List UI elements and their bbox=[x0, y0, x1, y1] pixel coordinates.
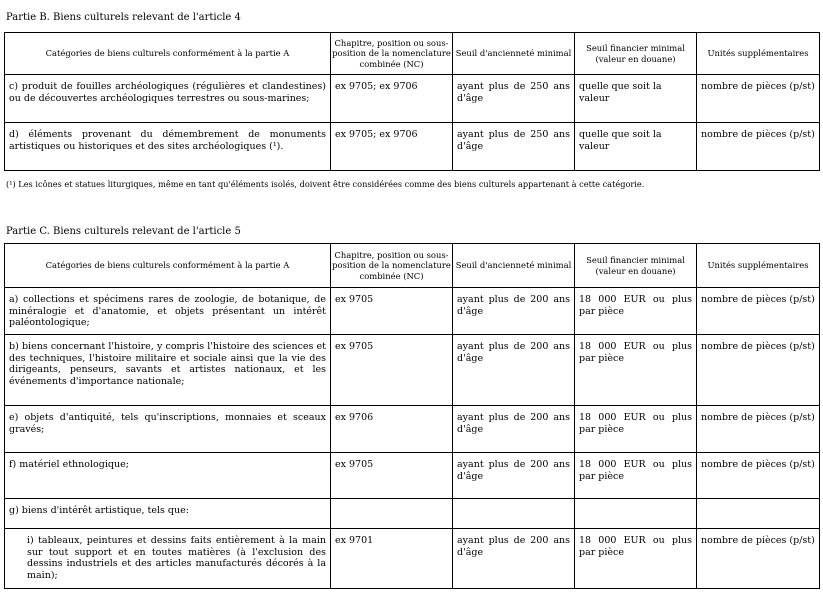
cell-financier: 18 000 EUR ou plus par pièce bbox=[575, 335, 697, 406]
cell-unites bbox=[697, 499, 820, 529]
cell-anciennete: ayant plus de 200 ans d'âge bbox=[453, 288, 575, 335]
cell-anciennete: ayant plus de 200 ans d'âge bbox=[453, 453, 575, 499]
header-chapitre: Chapitre, position ou sous-position de la nomenclature combinée (NC) bbox=[331, 33, 453, 75]
partc-title: Partie C. Biens culturels relevant de l'article 5 bbox=[6, 226, 241, 237]
table-row bbox=[5, 288, 820, 335]
cell-financier: 18 000 EUR ou plus par pièce bbox=[575, 288, 697, 335]
header-unites: Unités supplémentaires bbox=[697, 33, 820, 75]
header-seuil-financier: Seuil financier minimal (valeur en douane) bbox=[575, 33, 697, 75]
cell-categorie: e) objets d'antiquité, tels qu'inscriptions, monnaies et sceaux gravés; bbox=[5, 406, 331, 453]
cell-categorie: d) éléments provenant du démembrement de monuments artistiques ou historiques et des sites archéologiques (¹). bbox=[5, 123, 331, 171]
cell-nc: ex 9705; ex 9706 bbox=[331, 123, 453, 171]
cell-nc: ex 9705 bbox=[331, 335, 453, 406]
header-seuil-anciennete: Seuil d'ancienneté minimal bbox=[453, 33, 575, 75]
table-row bbox=[5, 499, 820, 529]
cell-unites: nombre de pièces (p/st) bbox=[697, 288, 820, 335]
cell-categorie: g) biens d'intérêt artistique, tels que: bbox=[5, 499, 331, 529]
cell-financier: quelle que soit la valeur bbox=[575, 75, 697, 123]
cell-financier bbox=[575, 499, 697, 529]
cell-categorie: b) biens concernant l'histoire, y compris l'histoire des sciences et des techniques, l'histoire militaire et sociale ainsi que la vie des dirigeants, penseurs, savants et artistes nationaux, et les événements d'importance nationale; bbox=[5, 335, 331, 406]
cell-financier: 18 000 EUR ou plus par pièce bbox=[575, 453, 697, 499]
partc-header-row bbox=[5, 244, 820, 288]
table-row bbox=[5, 529, 820, 589]
cell-anciennete: ayant plus de 250 ans d'âge bbox=[453, 75, 575, 123]
cell-unites: nombre de pièces (p/st) bbox=[697, 453, 820, 499]
cell-financier: quelle que soit la valeur bbox=[575, 123, 697, 171]
partb-footnote: (¹) Les icônes et statues liturgiques, même en tant qu'éléments isolés, doivent être considérées comme des biens culturels appartenant à cette catégorie. bbox=[6, 179, 645, 189]
cell-anciennete: ayant plus de 200 ans d'âge bbox=[453, 335, 575, 406]
header-seuil-financier: Seuil financier minimal (valeur en douane) bbox=[575, 244, 697, 288]
table-row bbox=[5, 335, 820, 406]
cell-nc bbox=[331, 499, 453, 529]
cell-anciennete: ayant plus de 200 ans d'âge bbox=[453, 529, 575, 589]
cell-financier: 18 000 EUR ou plus par pièce bbox=[575, 529, 697, 589]
cell-categorie: f) matériel ethnologique; bbox=[5, 453, 331, 499]
header-chapitre: Chapitre, position ou sous-position de la nomenclature combinée (NC) bbox=[331, 244, 453, 288]
header-seuil-anciennete: Seuil d'ancienneté minimal bbox=[453, 244, 575, 288]
cell-categorie: i) tableaux, peintures et dessins faits entièrement à la main sur tout support et en toutes matières (à l'exclusion des dessins industriels et des articles manufacturés décorés à la main); bbox=[5, 529, 331, 589]
cell-unites: nombre de pièces (p/st) bbox=[697, 123, 820, 171]
cell-categorie: c) produit de fouilles archéologiques (régulières et clandestines) ou de découvertes archéologiques terrestres ou sous-marines; bbox=[5, 75, 331, 123]
table-row bbox=[5, 75, 820, 123]
cell-nc: ex 9701 bbox=[331, 529, 453, 589]
table-row bbox=[5, 123, 820, 171]
partb-title: Partie B. Biens culturels relevant de l'article 4 bbox=[6, 12, 241, 23]
cell-nc: ex 9705 bbox=[331, 453, 453, 499]
cell-anciennete bbox=[453, 499, 575, 529]
partc-table bbox=[4, 243, 820, 589]
cell-nc: ex 9705 bbox=[331, 288, 453, 335]
header-categories: Catégories de biens culturels conformément à la partie A bbox=[5, 244, 331, 288]
header-categories: Catégories de biens culturels conformément à la partie A bbox=[5, 33, 331, 75]
cell-categorie: a) collections et spécimens rares de zoologie, de botanique, de minéralogie et d'anatomie, et objets présentant un intérêt paléontologique; bbox=[5, 288, 331, 335]
cell-unites: nombre de pièces (p/st) bbox=[697, 335, 820, 406]
cell-financier: 18 000 EUR ou plus par pièce bbox=[575, 406, 697, 453]
cell-unites: nombre de pièces (p/st) bbox=[697, 406, 820, 453]
cell-unites: nombre de pièces (p/st) bbox=[697, 75, 820, 123]
cell-unites: nombre de pièces (p/st) bbox=[697, 529, 820, 589]
table-row bbox=[5, 453, 820, 499]
header-unites: Unités supplémentaires bbox=[697, 244, 820, 288]
partb-header-row bbox=[5, 33, 820, 75]
cell-anciennete: ayant plus de 200 ans d'âge bbox=[453, 406, 575, 453]
cell-nc: ex 9706 bbox=[331, 406, 453, 453]
cell-anciennete: ayant plus de 250 ans d'âge bbox=[453, 123, 575, 171]
table-row bbox=[5, 406, 820, 453]
cell-nc: ex 9705; ex 9706 bbox=[331, 75, 453, 123]
partb-table bbox=[4, 32, 820, 171]
